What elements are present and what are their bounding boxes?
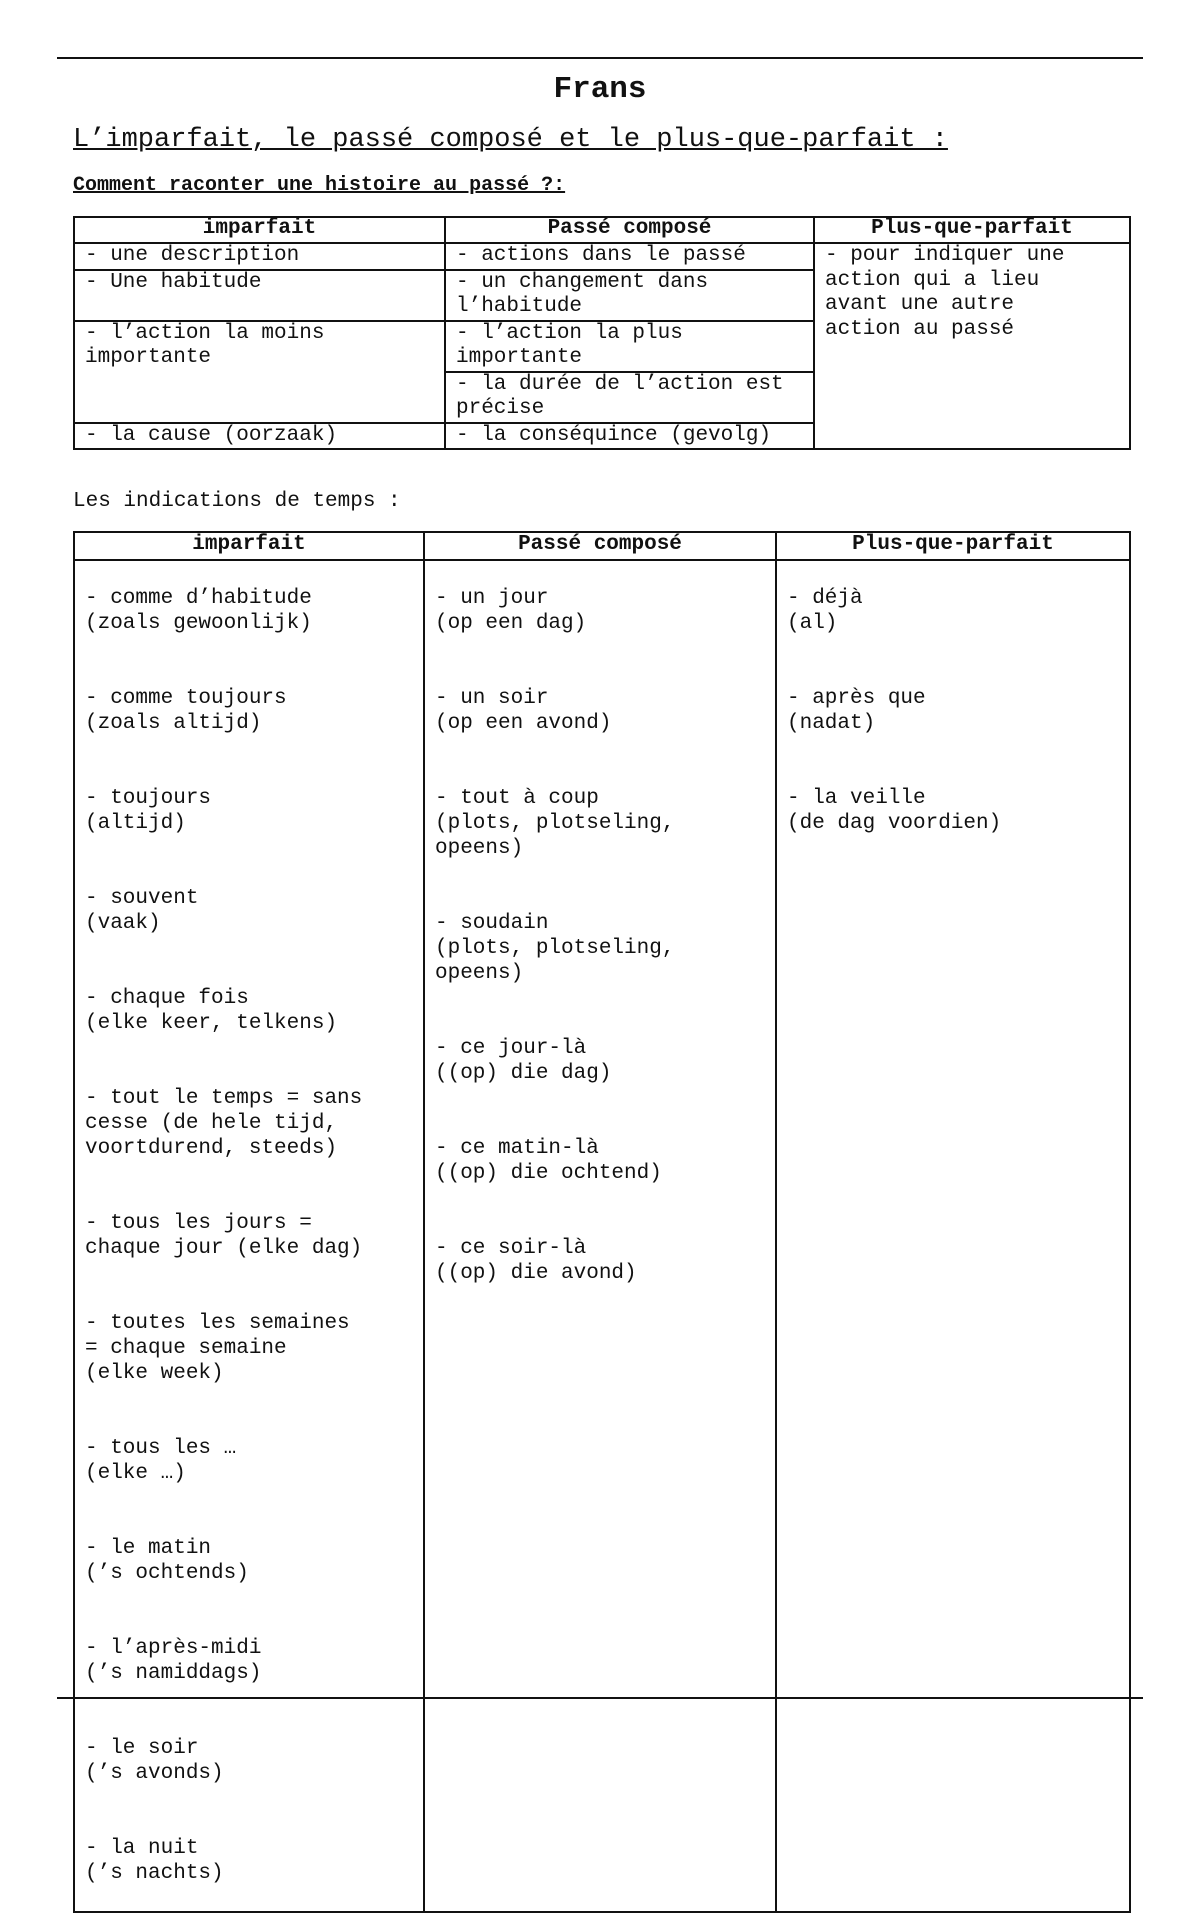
bottom-rule [57,1697,1143,1699]
list-item: - ce jour-là ((op) die dag) [435,1037,612,1085]
usage-cell-passe-compose: - la conséquince (gevolg) [445,423,814,450]
time-header-imparfait: imparfait [74,532,424,560]
table-row [74,560,1130,1912]
section-question: Comment raconter une histoire au passé ?: [73,174,566,197]
time-table-header-row [74,532,1130,560]
usage-cell-imparfait: - la cause (oorzaak) [74,423,445,450]
usage-cell-imparfait: - l’action la moins importante [74,321,445,423]
usage-cell-passe-compose: - un changement dans l’habitude [445,270,814,321]
usage-table [73,216,1131,450]
list-item: - tout le temps = sans cesse (de hele tijd, voortdurend, steeds) [85,1087,363,1160]
list-item: - après que (nadat) [787,687,926,735]
list-item: - un jour (op een dag) [435,587,587,635]
list-item: - tout à coup (plots, plotseling, opeens) [435,787,675,860]
document-subtitle: L’imparfait, le passé composé et le plus-que-parfait : [73,125,948,155]
list-item: - le soir (’s avonds) [85,1737,224,1785]
list-item: - tous les … (elke …) [85,1437,237,1485]
list-item: - la veille (de dag voordien) [787,787,1002,835]
list-item: - toutes les semaines = chaque semaine (elke week) [85,1312,350,1385]
usage-header-imparfait: imparfait [74,217,445,243]
list-item: - comme toujours (zoals altijd) [85,687,287,735]
list-item: - toujours (altijd) [85,787,212,835]
list-item: - la nuit (’s nachts) [85,1837,224,1885]
usage-table-header-row [74,217,1130,243]
usage-cell-imparfait: - Une habitude [74,270,445,321]
list-item: - chaque fois (elke keer, telkens) [85,987,338,1035]
usage-cell-imparfait: - une description [74,243,445,270]
list-item: - ce matin-là ((op) die ochtend) [435,1137,662,1185]
time-cell-plus-que-parfait [776,560,1130,1912]
time-indications-label: Les indications de temps : [73,490,401,513]
usage-cell-passe-compose: - actions dans le passé [445,243,814,270]
time-cell-imparfait [74,560,424,1912]
time-cell-passe-compose [424,560,776,1912]
usage-cell-plus-que-parfait: - pour indiquer une action qui a lieu avant une autre action au passé [814,243,1130,449]
list-item: - comme d’habitude (zoals gewoonlijk) [85,587,312,635]
usage-cell-passe-compose: - l’action la plus importante [445,321,814,372]
list-item: - le matin (’s ochtends) [85,1537,249,1585]
usage-header-plus-que-parfait: Plus-que-parfait [814,217,1130,243]
usage-header-passe-compose: Passé composé [445,217,814,243]
list-item: - souvent (vaak) [85,887,199,935]
list-item: - ce soir-là ((op) die avond) [435,1237,637,1285]
list-item: - tous les jours = chaque jour (elke dag) [85,1212,363,1260]
time-header-passe-compose: Passé composé [424,532,776,560]
page-title: Frans [553,72,647,107]
list-item: - un soir (op een avond) [435,687,612,735]
usage-cell-passe-compose: - la durée de l’action est précise [445,372,814,423]
table-row [74,243,1130,270]
time-header-plus-que-parfait: Plus-que-parfait [776,532,1130,560]
top-rule [57,57,1143,59]
list-item: - déjà (al) [787,587,863,635]
list-item: - l’après-midi (’s namiddags) [85,1637,262,1685]
time-indications-table [73,531,1131,1913]
list-item: - soudain (plots, plotseling, opeens) [435,912,675,985]
